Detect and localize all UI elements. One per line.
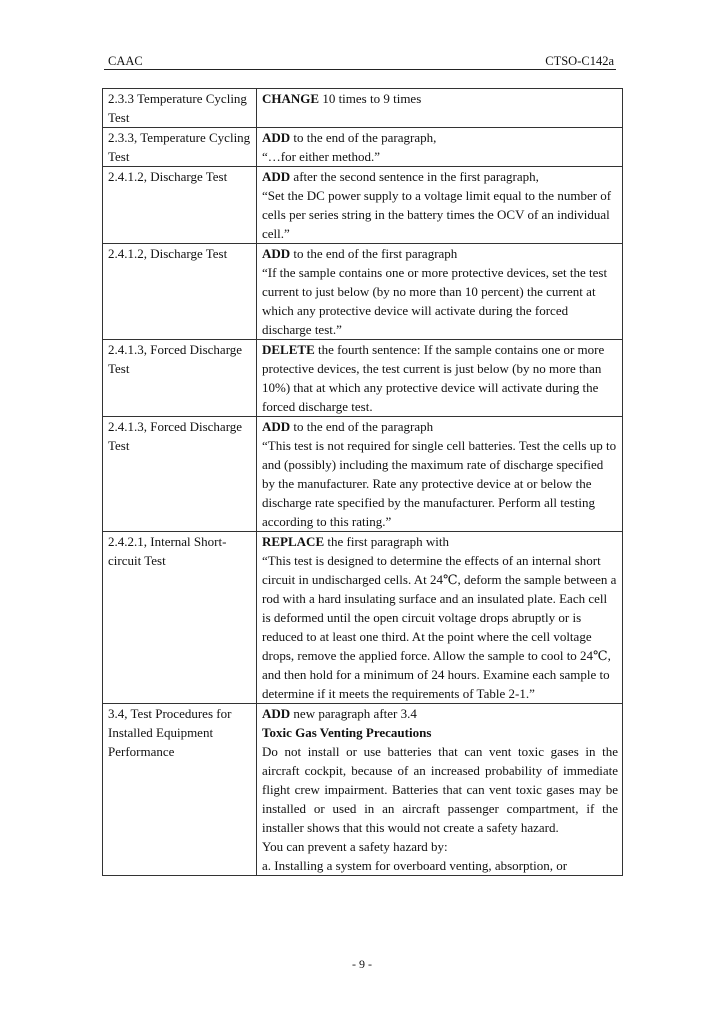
table-row	[103, 417, 623, 532]
change-cell	[257, 89, 623, 128]
change-text: after the second sentence in the first paragraph,	[290, 169, 539, 184]
change-cell	[257, 167, 623, 244]
change-text: to the end of the first paragraph	[290, 246, 458, 261]
change-cell	[257, 244, 623, 340]
change-cell	[257, 128, 623, 167]
change-keyword: DELETE	[262, 342, 315, 357]
change-keyword: ADD	[262, 130, 291, 145]
change-keyword: CHANGE	[262, 91, 320, 106]
table-row	[103, 89, 623, 128]
quoted-text: “This test is not required for single cell batteries. Test the cells up to and (possibly) including the maximum rate of discharge specified by the manufacturer. Rate any protective device at or below the discharge rate specified by the manufacturer. Perform all testing according to this rating.”	[262, 438, 617, 529]
change-keyword: REPLACE	[262, 534, 325, 549]
section-cell: 2.4.1.3, Forced Discharge Test	[103, 340, 257, 417]
section-cell: 2.4.1.3, Forced Discharge Test	[103, 417, 257, 532]
quoted-text: “…for either method.”	[262, 149, 381, 164]
change-text: the first paragraph with	[324, 534, 450, 549]
change-text: 10 times to 9 times	[319, 91, 422, 106]
change-keyword: ADD	[262, 246, 291, 261]
table-row	[103, 532, 623, 704]
paragraph: Do not install or use batteries that can vent toxic gases in the aircraft cockpit, because of an increased probability of immediate flight crew impairment. Batteries that can vent toxic gases may be installed or used in an aircraft passenger compartment, if the installer shows that this would not create a safety hazard.	[262, 744, 618, 835]
table-row	[103, 128, 623, 167]
header-organization: CAAC	[108, 54, 143, 68]
section-cell: 2.3.3 Temperature Cycling Test	[103, 89, 257, 128]
paragraph: You can prevent a safety hazard by:	[262, 839, 448, 854]
header-document-id: CTSO-C142a	[545, 54, 614, 68]
amendments-table	[102, 88, 623, 876]
section-cell: 2.4.1.2, Discharge Test	[103, 167, 257, 244]
quoted-text: “If the sample contains one or more protective devices, set the test current to just below (by no more than 10 percent) the current at which any protective device will activate during the forced discharge test.”	[262, 265, 608, 337]
change-keyword: ADD	[262, 419, 291, 434]
table-row	[103, 340, 623, 417]
change-cell	[257, 340, 623, 417]
change-keyword: ADD	[262, 169, 291, 184]
table-row	[103, 704, 623, 876]
quoted-text: “This test is designed to determine the effects of an internal short circuit in undischarged cells. At 24℃, deform the sample between a rod with a hard insulating surface and an insulated plate. Each cell is deformed until the open circuit voltage drops abruptly or is reduced to at least one third. At the point where the cell voltage drops, remove the applied force. Allow the sample to cool to 24℃, and then hold for a minimum of 24 hours. Examine each sample to determine if it meets the requirements of Table 2-1.”	[262, 553, 617, 701]
change-cell	[257, 532, 623, 704]
page-header	[104, 52, 616, 70]
header-rule	[104, 69, 616, 70]
section-cell: 2.4.2.1, Internal Short-circuit Test	[103, 532, 257, 704]
quoted-text: “Set the DC power supply to a voltage limit equal to the number of cells per series string in the battery times the OCV of an individual cell.”	[262, 188, 612, 241]
section-cell: 3.4, Test Procedures for Installed Equipment Performance	[103, 704, 257, 876]
page-number: - 9 -	[352, 957, 372, 971]
change-text: new paragraph after 3.4	[290, 706, 417, 721]
change-text: the fourth sentence: If the sample contains one or more protective devices, the test current is just below (by no more than 10%) that at which any protective device will activate during the forced discharge test.	[262, 342, 605, 414]
change-keyword: ADD	[262, 706, 291, 721]
change-text: to the end of the paragraph,	[290, 130, 437, 145]
subheading: Toxic Gas Venting Precautions	[262, 725, 432, 740]
section-cell: 2.4.1.2, Discharge Test	[103, 244, 257, 340]
paragraph: a. Installing a system for overboard venting, absorption, or	[262, 858, 568, 873]
table-row	[103, 244, 623, 340]
change-text: to the end of the paragraph	[290, 419, 434, 434]
change-cell	[257, 704, 623, 876]
section-cell: 2.3.3, Temperature Cycling Test	[103, 128, 257, 167]
change-cell	[257, 417, 623, 532]
table-row	[103, 167, 623, 244]
